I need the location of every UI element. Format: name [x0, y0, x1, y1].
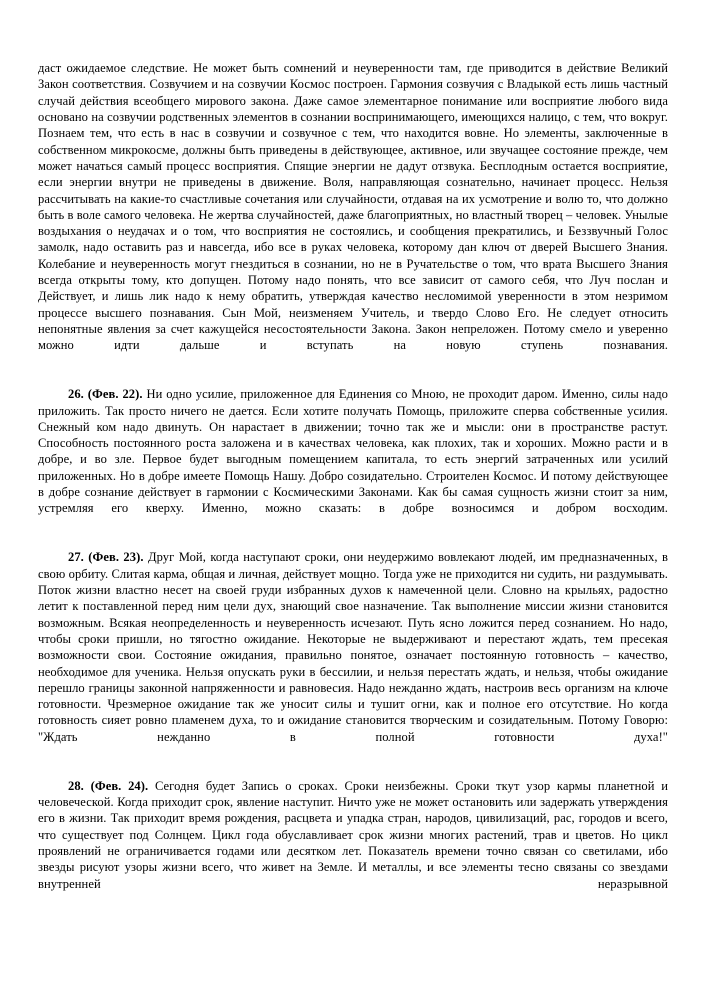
paragraph-26	[38, 386, 668, 533]
paragraph-text: Сегодня будет Запись о сроках. Сроки неизбежны. Сроки ткут узор кармы планетной и человеческой. Когда приходит срок, явление наступит. Ничто уже не может остановить или задержать утверждения его в жизни. Так приходит время рождения, расцвета и упадка стран, народов, цивилизаций, рас, городов и всего, что существует под Солнцем. Цикл года обуславливает срок жизни многих растений, трав и цветов. Но цикл проявлений не ограничивается годами или десятком лет. Показатель времени точно связан со светилами, ибо звезды рисуют узоры жизни всего, что живет на Земле. И металлы, и все элементы тесно связаны со звездами внутренней неразрывной	[38, 778, 669, 891]
paragraph-continuation	[38, 60, 668, 370]
paragraph-number-28: 28. (Фев. 24).	[68, 778, 149, 793]
paragraph-text: Ни одно усилие, приложенное для Единения со Мною, не проходит даром. Именно, силы надо приложить. Так просто ничего не дается. Если хотите получать Помощь, приложите сперва собственные усилия. Снежный ком надо двинуть. Он нарастает в движении; точно так же и мысли: они в пространстве растут. Способность постоянного роста заложена и в качествах человека, как плохих, так и хороших. Можно расти и в добре, и во зле. Первое будет выгодным помещением капитала, то есть энергий затраченных или усилий приложенных. Но в добре имеете Помощь Нашу. Добро созидательно. Строителен Космос. И потому действующее в добре сознание действует в гармонии с Космическими Законами. Как бы самая сущность жизни стоит за ним, устремляя его кверху. Именно, можно сказать: в добре возносимся и добром восходим.	[38, 387, 668, 516]
paragraph-number-26: 26. (Фев. 22).	[68, 387, 143, 402]
document-text-body	[38, 60, 668, 908]
paragraph-28	[38, 778, 668, 909]
paragraph-text: Друг Мой, когда наступают сроки, они неудержимо вовлекают людей, им предназначенных, в свою орбиту. Слитая карма, общая и личная, действует мощно. Тогда уже не приходится ни судить, ни раздумывать. Поток жизни властно несет на своей груди избранных духов к намеченной цели. Словно на крыльях, радостно летит к поставленной перед ним цели дух, знающий свое назначение. Так выполнение миссии жизни становится возможным. Всякая неопределенность и неуверенность исчезают. Путь ясно ложится перед сознанием. Но надо, чтобы сроки пришли, но тягостно ожидание. Некоторые не выдерживают и перестают ждать, тем пресекая возможности свои. Состояние ожидания, правильно понятое, означает постоянную готовность – качество, необходимое для ученика. Нельзя опускать руки в бессилии, и нельзя перестать ждать, и нельзя, чтобы ожидание перешло границы законной напряженности и равновесия. Надо нежданно ждать, настроив весь организм на ключе готовности. Чрезмерное ожидание так же уносит силы и тушит огни, как и полное его отсутствие. Но когда готовность сияет ровно пламенем духа, то и ожидание становится творческим и созидательным. Потому Говорю: "Ждать нежданно в полной готовности духа!"	[38, 550, 668, 744]
paragraph-27	[38, 549, 668, 761]
paragraph-text: даст ожидаемое следствие. Не может быть сомнений и неуверенности там, где приводится в действие Великий Закон соответствия. Созвучием и на созвучии Космос построен. Гармония созвучия с Владыкой есть лишь частный случай действия всеобщего мирового закона. Даже самое элементарное понимание или восприятие любого вида основано на созвучии родственных элементов в сознании воспринимающего, имеющихся налицо, с тем, что вокруг. Познаем тем, что есть в нас в созвучии и созвучное с тем, что находится вовне. Но элементы, заключенные в собственном микрокосме, должны быть приведены в действующее, активное, или звучащее состояние прежде, чем может начаться самый процесс восприятия. Спящие энергии не дадут отзвука. Бесплодным остается восприятие, если энергии внутри не приведены в движение. Воля, направляющая сознательно, начинает процесс. Нельзя рассчитывать на какие-то счастливые сочетания или случайности, отдавая на их усмотрение и волю то, что должно быть в воле самого человека. Не жертва случайностей, даже благоприятных, но властный творец – человек. Унылые воздыхания о неудачах и о том, что восприятия не состоялись, и сообщения прекратились, и Беззвучный Голос замолк, надо оставить раз и навсегда, ибо все в руках человека, которому дан ключ от дверей Высшего Знания. Колебание и неуверенность могут гнездиться в сознании, но не в Ручательстве о том, что врата Высшего Знания всегда открыты тому, кто допущен. Потому надо понять, что все зависит от самого себя, что Луч послан и Действует, и лишь лик надо к нему обратить, утверждая качество несломимой уверенности в этом незримом процессе высшего познавания. Сын Мой, неизменяем Учитель, и твердо Слово Его. Не следует относить непонятные явления за счет кажущейся несостоятельности Закона. Закон непреложен. Потому смело и уверенно можно идти дальше и вступать на новую ступень познавания.	[38, 61, 668, 353]
paragraph-number-27: 27. (Фев. 23).	[68, 550, 144, 565]
